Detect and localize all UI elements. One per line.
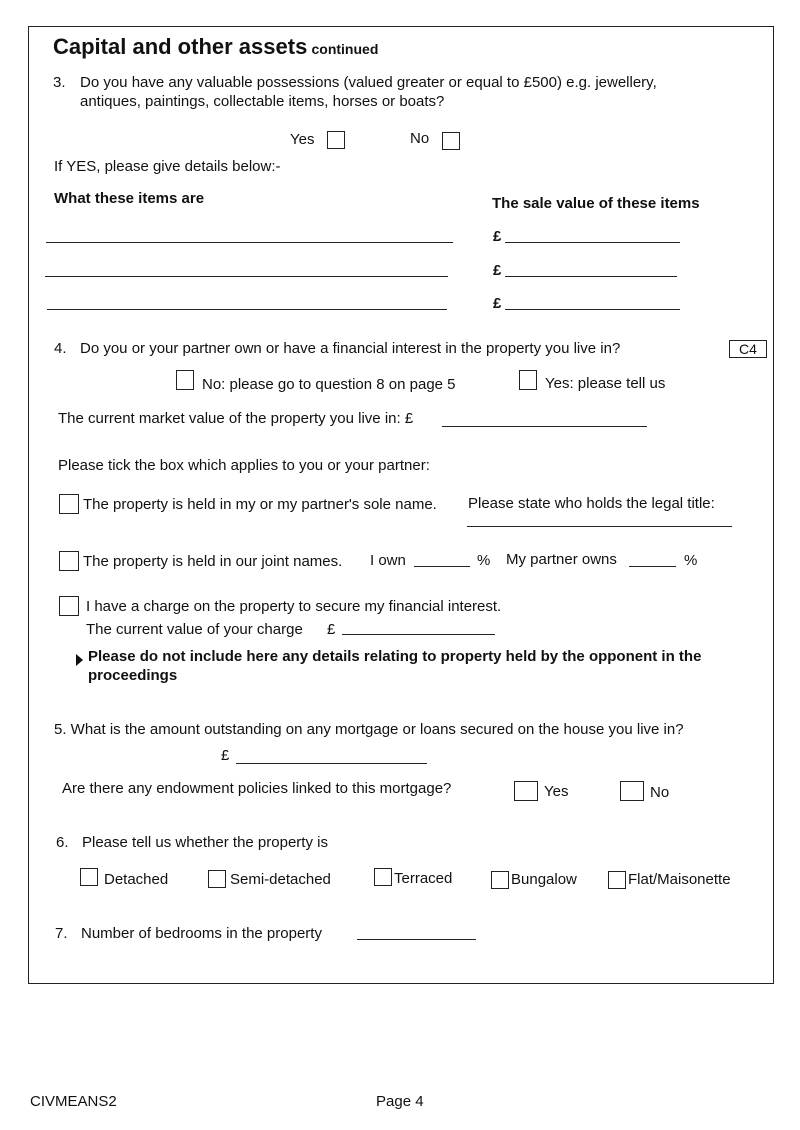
footer-form-code: CIVMEANS2 bbox=[30, 1093, 117, 1110]
endowment-no-label: No bbox=[650, 784, 670, 801]
q3-yes-checkbox[interactable] bbox=[327, 131, 345, 149]
q4-yes-option: Yes: please tell us bbox=[545, 375, 666, 392]
q3-value-header: The sale value of these items bbox=[492, 195, 700, 212]
value-line-3[interactable] bbox=[505, 309, 680, 310]
partner-owns-percent: % bbox=[684, 552, 698, 569]
option-semi-detached: Semi-detached bbox=[230, 871, 331, 888]
q4-code-badge: C4 bbox=[729, 340, 767, 358]
partner-owns-line[interactable] bbox=[629, 566, 676, 567]
q3-no-checkbox[interactable] bbox=[442, 132, 460, 150]
i-own-label: I own bbox=[370, 552, 406, 569]
value-line-1[interactable] bbox=[505, 242, 680, 243]
detached-checkbox[interactable] bbox=[80, 868, 98, 886]
mortgage-amount-line[interactable] bbox=[236, 763, 427, 764]
bungalow-checkbox[interactable] bbox=[491, 871, 509, 889]
charge-currency: £ bbox=[327, 621, 336, 638]
flat-maisonette-checkbox[interactable] bbox=[608, 871, 626, 889]
q3-number: 3. bbox=[53, 74, 66, 91]
charge-checkbox[interactable] bbox=[59, 596, 79, 616]
q4-tick-instruction: Please tick the box which applies to you or your partner: bbox=[58, 457, 430, 474]
q4-note-line1: Please do not include here any details relating to property held by the opponent in the bbox=[88, 648, 702, 665]
q7-number: 7. bbox=[55, 925, 68, 942]
i-own-percent: % bbox=[477, 552, 491, 569]
q6-text: Please tell us whether the property is bbox=[82, 834, 328, 851]
q4-number: 4. bbox=[54, 340, 67, 357]
option-bungalow: Bungalow bbox=[511, 871, 577, 888]
footer-page-number: Page 4 bbox=[376, 1093, 424, 1110]
charge-value-label: The current value of your charge bbox=[86, 621, 303, 638]
market-value-line[interactable] bbox=[442, 426, 647, 427]
i-own-line[interactable] bbox=[414, 566, 470, 567]
item-line-1[interactable] bbox=[46, 242, 453, 243]
joint-names-label: The property is held in our joint names. bbox=[83, 553, 343, 570]
q4-yes-checkbox[interactable] bbox=[519, 370, 537, 390]
item-line-3[interactable] bbox=[47, 309, 447, 310]
partner-owns-label: My partner owns bbox=[506, 551, 617, 568]
option-detached: Detached bbox=[104, 871, 169, 888]
q4-no-option: No: please go to question 8 on page 5 bbox=[202, 376, 456, 393]
charge-value-line[interactable] bbox=[342, 634, 495, 635]
bedrooms-line[interactable] bbox=[357, 939, 476, 940]
q3-yes-label: Yes bbox=[290, 131, 315, 148]
value-currency-1: £ bbox=[493, 228, 502, 245]
title-text: Capital and other assets bbox=[53, 34, 308, 59]
terraced-checkbox[interactable] bbox=[374, 868, 392, 886]
endowment-yes-label: Yes bbox=[544, 783, 569, 800]
sole-name-checkbox[interactable] bbox=[59, 494, 79, 514]
title-suffix: continued bbox=[311, 41, 379, 57]
charge-label: I have a charge on the property to secure my financial interest. bbox=[86, 598, 502, 615]
endowment-question: Are there any endowment policies linked to this mortgage? bbox=[62, 780, 452, 797]
value-currency-2: £ bbox=[493, 262, 502, 279]
note-arrow-icon bbox=[76, 654, 83, 666]
value-currency-3: £ bbox=[493, 295, 502, 312]
q4-note-line2: proceedings bbox=[88, 667, 178, 684]
joint-names-checkbox[interactable] bbox=[59, 551, 79, 571]
legal-title-label: Please state who holds the legal title: bbox=[468, 495, 715, 512]
sole-name-label: The property is held in my or my partner's sole name. bbox=[83, 496, 437, 513]
option-flat-maisonette: Flat/Maisonette bbox=[628, 871, 731, 888]
q3-items-header: What these items are bbox=[54, 190, 205, 207]
q5-text: 5. What is the amount outstanding on any mortgage or loans secured on the house you live in? bbox=[54, 721, 684, 738]
q6-number: 6. bbox=[56, 834, 69, 851]
q3-no-label: No bbox=[410, 130, 430, 147]
q7-text: Number of bedrooms in the property bbox=[81, 925, 322, 942]
endowment-no-checkbox[interactable] bbox=[620, 781, 644, 801]
q4-text: Do you or your partner own or have a financial interest in the property you live in? bbox=[80, 340, 621, 357]
q3-if-yes: If YES, please give details below:- bbox=[54, 158, 281, 175]
q5-currency: £ bbox=[221, 747, 230, 764]
q4-market-value-label: The current market value of the property you live in: £ bbox=[58, 410, 414, 427]
q3-text-line2: antiques, paintings, collectable items, horses or boats? bbox=[80, 93, 445, 110]
value-line-2[interactable] bbox=[505, 276, 677, 277]
legal-title-line[interactable] bbox=[467, 526, 732, 527]
q4-no-checkbox[interactable] bbox=[176, 370, 194, 390]
endowment-yes-checkbox[interactable] bbox=[514, 781, 538, 801]
option-terraced: Terraced bbox=[394, 870, 453, 887]
item-line-2[interactable] bbox=[45, 276, 448, 277]
semi-detached-checkbox[interactable] bbox=[208, 870, 226, 888]
section-title bbox=[53, 34, 378, 60]
q3-text-line1: Do you have any valuable possessions (valued greater or equal to £500) e.g. jewellery, bbox=[80, 74, 657, 91]
